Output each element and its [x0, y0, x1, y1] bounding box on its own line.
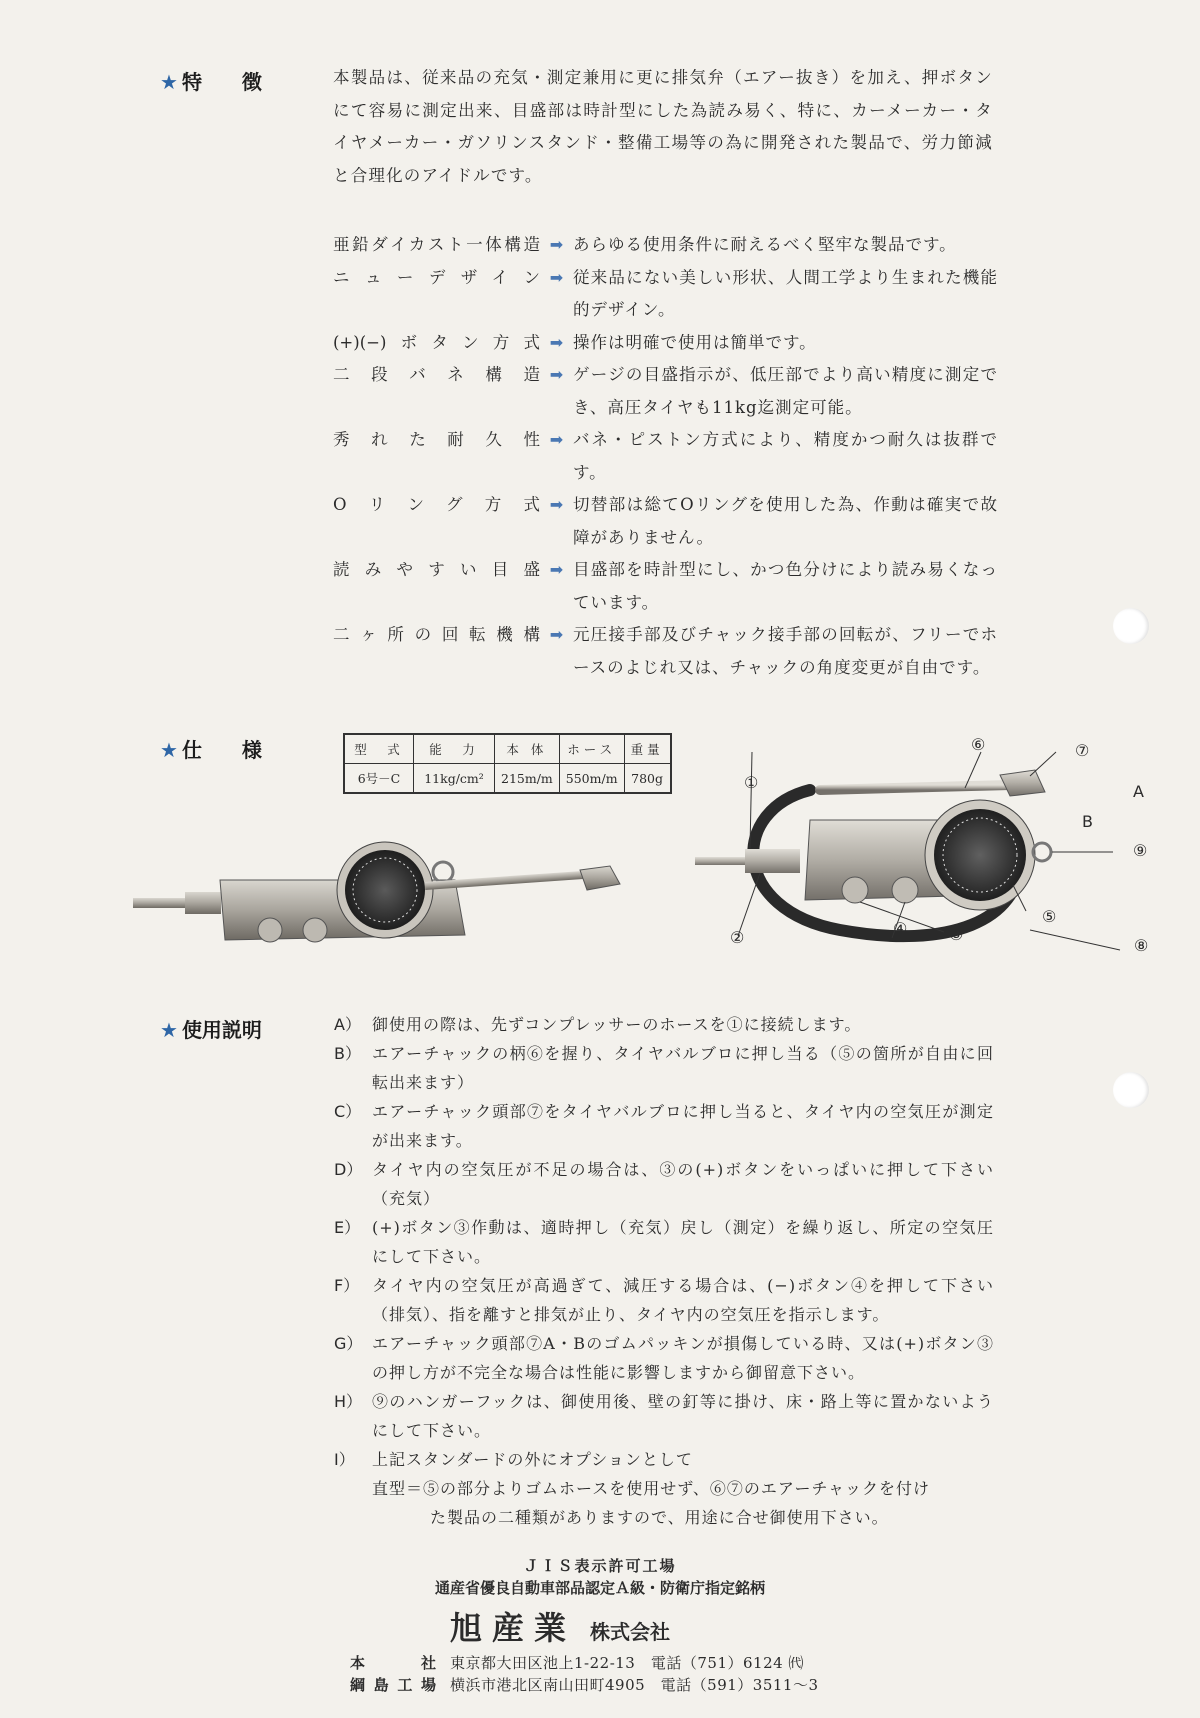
features-heading: ★ 特 徴 [160, 70, 262, 94]
feature-description: 切替部は総てOリングを使用した為、作動は確実で故障がありません。 [573, 495, 998, 547]
instruction-text: ⑨のハンガーフックは、御使用後、壁の釘等に掛け、床・路上等に置かないようにして下さい。 [372, 1392, 994, 1440]
feature-description: あらゆる使用条件に耐えるべく堅牢な製品です。 [573, 235, 957, 254]
feature-item [333, 359, 998, 424]
office-label: 綱島工場 [350, 1676, 436, 1694]
spec-data-row [344, 764, 671, 794]
spec-header-cell: ホース [559, 734, 624, 764]
spec-cell: 550m/m [559, 764, 624, 794]
office-address: 横浜市港北区南山田町4905 電話（591）3511〜3 [450, 1676, 819, 1694]
office-address: 東京都大田区池上1-22-13 電話（751）6124 ㈹ [450, 1654, 804, 1672]
company-name-suffix: 株式会社 [590, 1620, 671, 1644]
spec-header-cell: 本 体 [495, 734, 560, 764]
callout-letter-b: B [1082, 812, 1093, 831]
right-arrow-icon: ➡ [549, 495, 564, 514]
right-arrow-icon: ➡ [549, 625, 564, 644]
features-intro: 本製品は、従来品の充気・測定兼用に更に排気弁（エアー抜き）を加え、押ボタンにて容易に測定出来、目盛部は時計型にした為読み易く、特に、カーメーカー・タイヤメーカー・ガソリンスタンド・整備工場等の為に開発された製品で、労力節減と合理化のアイドルです。 [333, 68, 993, 185]
instruction-letter: C） [334, 1102, 362, 1121]
right-arrow-icon: ➡ [549, 430, 564, 449]
instruction-text: エアーチャック頭部⑦をタイヤバルブロに押し当ると、タイヤ内の空気圧が測定が出来ます。 [372, 1102, 994, 1150]
right-arrow-icon: ➡ [549, 332, 564, 352]
feature-description: 従来品にない美しい形状、人間工学より生まれた機能的デザイン。 [573, 267, 998, 319]
product-photo-gauge [125, 840, 655, 950]
instruction-letter: A） [334, 1015, 361, 1034]
instruction-letter: I） [334, 1450, 355, 1469]
star-icon: ★ [160, 738, 178, 762]
instruction-text: (+)ボタン③作動は、適時押し（充気）戻し（測定）を繰り返し、所定の空気圧にして下さい。 [372, 1218, 994, 1266]
features-list [333, 229, 998, 684]
option-line: 直型＝⑤の部分よりゴムホースを使用せず、⑥⑦のエアーチャックを付け [372, 1479, 930, 1498]
instruction-letter: B） [334, 1044, 361, 1063]
instruction-text: タイヤ内の空気圧が不足の場合は、③の(+)ボタンをいっぱいに押して下さい（充気） [372, 1160, 994, 1208]
spec-header-cell: 型 式 [344, 734, 414, 764]
spec-heading: ★ 仕 様 [160, 738, 262, 762]
instruction-item [334, 1155, 994, 1213]
feature-description: 操作は明確で使用は簡単です。 [573, 332, 817, 352]
instruction-text: 御使用の際は、先ずコンプレッサーのホースを①に接続します。 [372, 1015, 862, 1034]
right-arrow-icon: ➡ [549, 235, 564, 254]
footer-jis-line: ＪＩＳ表示許可工場 [523, 1557, 677, 1575]
footer-cert-line: 通産省優良自動車部品認定Ａ級・防衛庁指定銘柄 [434, 1579, 765, 1597]
right-arrow-icon: ➡ [549, 365, 564, 384]
instruction-item [334, 1213, 994, 1271]
instruction-item [334, 1445, 994, 1474]
instruction-text: エアーチャックの柄⑥を握り、タイヤバルブロに押し当る（⑤の箇所が自由に回転出来ます） [372, 1044, 994, 1092]
feature-item [333, 262, 998, 327]
instruction-letter: D） [334, 1160, 363, 1179]
feature-description: ゲージの目盛指示が、低圧部でより高い精度に測定でき、高圧タイヤも11kg迄測定可能。 [573, 365, 998, 417]
spec-cell: 11kg/cm² [414, 764, 495, 794]
spec-table [343, 733, 672, 794]
usage-instructions [334, 1010, 994, 1532]
feature-item [333, 229, 998, 262]
callout-5: ⑤ [1042, 907, 1057, 926]
instruction-letter: H） [334, 1392, 363, 1411]
option-line: た製品の二種類がありますので、用途に合せ御使用下さい。 [430, 1508, 889, 1527]
instruction-item [334, 1329, 994, 1387]
feature-item [333, 489, 998, 554]
feature-item [333, 424, 998, 489]
feature-item [333, 327, 998, 360]
spec-header-cell: 重量 [624, 734, 671, 764]
instruction-item [334, 1039, 994, 1097]
feature-item [333, 554, 998, 619]
instruction-item [334, 1387, 994, 1445]
feature-label: 秀れた耐久性 [333, 430, 540, 449]
callout-letter-a: A [1133, 782, 1144, 801]
company-name [450, 1603, 670, 1649]
instruction-letter: E） [334, 1218, 361, 1237]
feature-label: 読みやすい目盛 [333, 560, 540, 579]
spec-cell: 6号－C [344, 764, 414, 794]
usage-heading: ★ 使用説明 [160, 1018, 262, 1042]
office-row [350, 1652, 804, 1673]
instruction-item [334, 1010, 994, 1039]
spec-cell: 215m/m [495, 764, 560, 794]
binder-hole [1113, 1072, 1149, 1108]
instruction-letter: G） [334, 1334, 363, 1353]
feature-label: (+)(−)ボタン方式 [333, 332, 540, 352]
callout-2: ② [730, 928, 745, 947]
office-row [350, 1674, 819, 1695]
office-label: 本社 [350, 1654, 436, 1672]
feature-label: 二ヶ所の回転機構 [333, 625, 540, 644]
right-arrow-icon: ➡ [549, 560, 564, 579]
feature-description: 元圧接手部及びチャック接手部の回転が、フリーでホースのよじれ又は、チャックの角度変更が自由です。 [573, 625, 998, 677]
instruction-text: エアーチャック頭部⑦A・Bのゴムパッキンが損傷している時、又は(+)ボタン③の押し方が不完全な場合は性能に影響しますから御留意下さい。 [372, 1334, 994, 1382]
feature-description: バネ・ピストン方式により、精度かつ耐久は抜群です。 [573, 430, 998, 482]
callout-4: ④ [893, 919, 908, 938]
instruction-item [334, 1271, 994, 1329]
feature-item [333, 619, 998, 684]
right-arrow-icon: ➡ [549, 267, 564, 287]
feature-label: 二段バネ構造 [333, 365, 540, 384]
spec-cell: 780g [624, 764, 671, 794]
spec-header-cell: 能 力 [414, 734, 495, 764]
instruction-text: 上記スタンダードの外にオプションとして [372, 1450, 693, 1469]
callout-3: ③ [949, 925, 964, 944]
feature-label: ニューデザイン [333, 267, 540, 287]
instruction-text: タイヤ内の空気圧が高過ぎて、減圧する場合は、(−)ボタン④を押して下さい（排気）、指を離すと排気が止り、タイヤ内の空気圧を指示します。 [372, 1276, 994, 1324]
product-diagram [690, 730, 1160, 980]
company-name-main: 旭産業 [450, 1609, 577, 1647]
callout-6: ⑥ [971, 735, 986, 754]
callout-8: ⑧ [1134, 936, 1149, 955]
star-icon: ★ [160, 70, 178, 94]
binder-hole [1113, 608, 1149, 644]
callout-9: ⑨ [1133, 841, 1148, 860]
feature-label: Oリング方式 [333, 495, 540, 514]
spec-header-row [344, 734, 671, 764]
feature-label: 亜鉛ダイカスト一体構造 [333, 235, 540, 254]
callout-1: ① [744, 773, 759, 792]
instruction-letter: F） [334, 1276, 360, 1295]
callout-7: ⑦ [1075, 741, 1090, 760]
star-icon: ★ [160, 1018, 178, 1042]
feature-description: 目盛部を時計型にし、かつ色分けにより読み易くなっています。 [573, 560, 998, 612]
instruction-item [334, 1097, 994, 1155]
